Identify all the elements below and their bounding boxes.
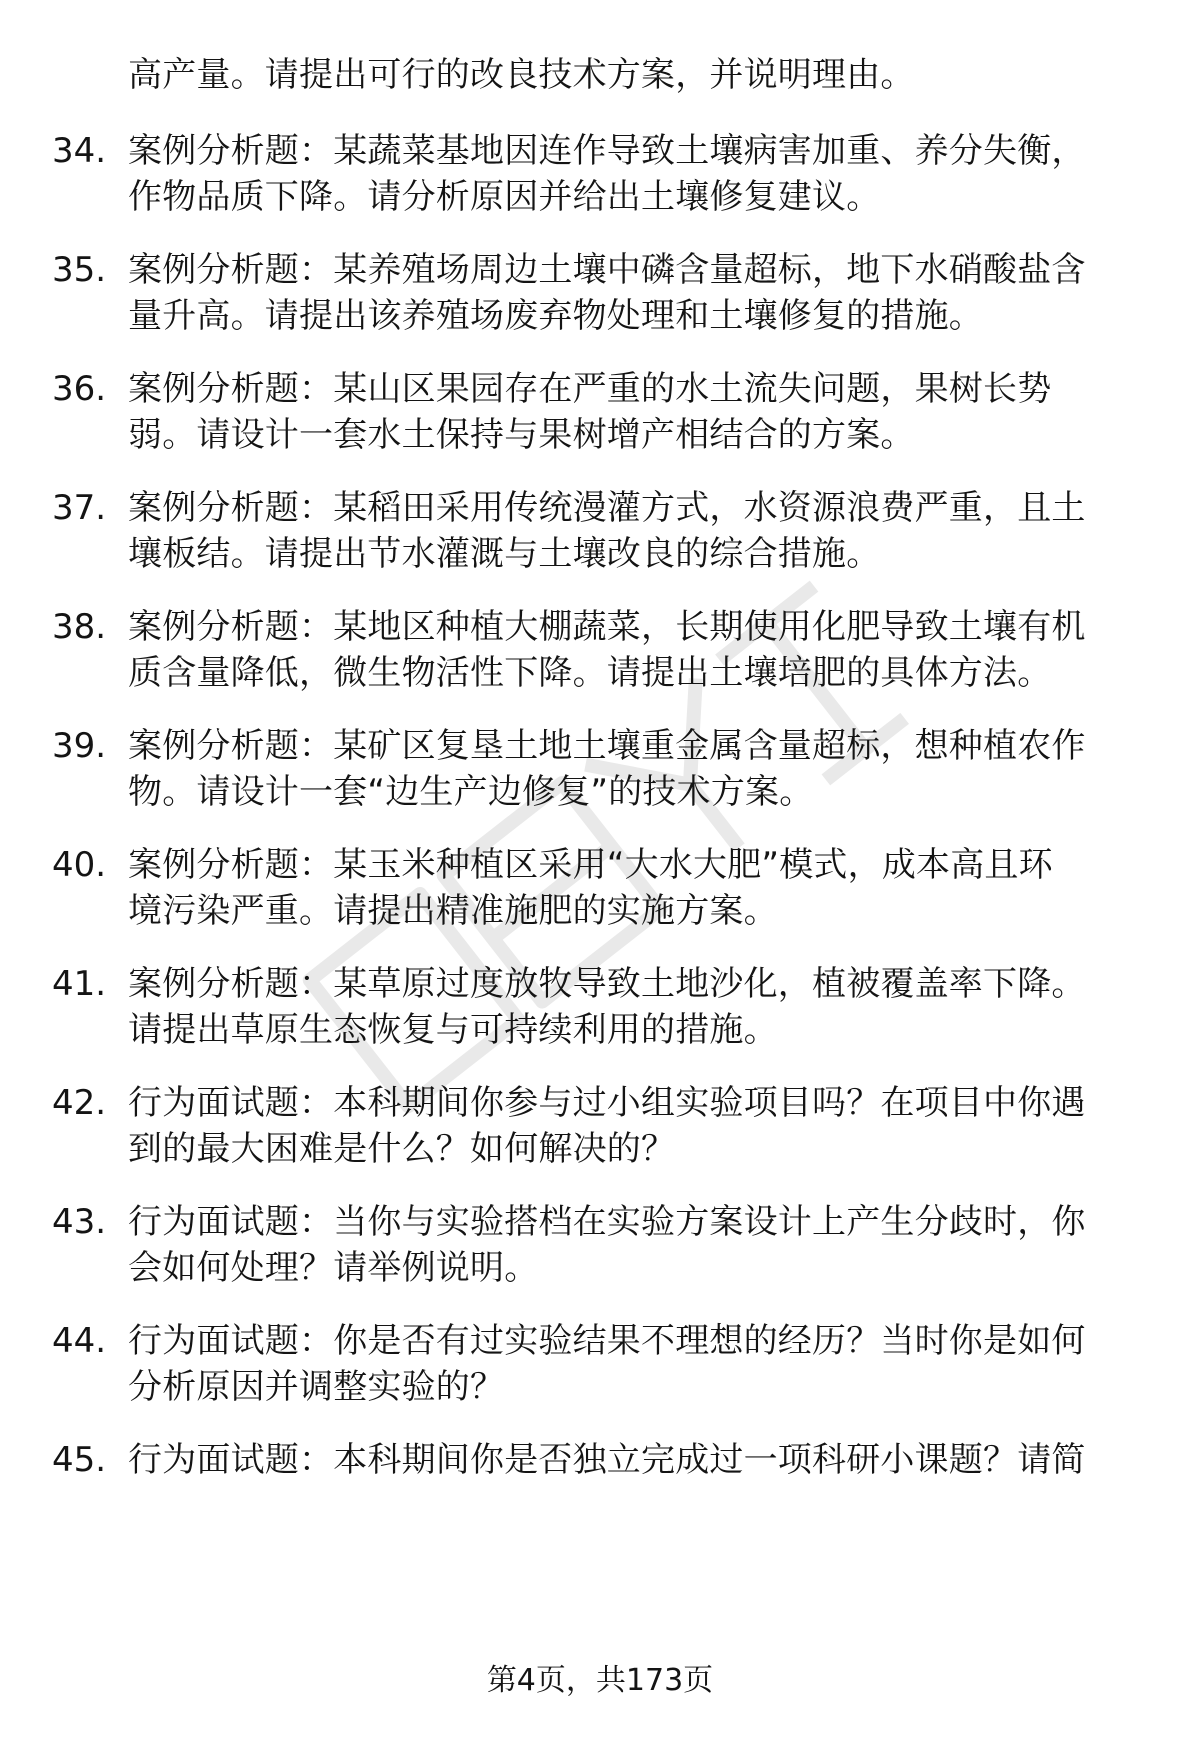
question-text-line: 行为面试题：当你与实验搭档在实验方案设计上产生分歧时，你 [128, 1202, 1086, 1242]
page-footer: 第4页，共173页 [486, 1663, 714, 1698]
question-text-line: 壤板结。请提出节水灌溉与土壤改良的综合措施。 [128, 534, 881, 574]
question-text-line: 质含量降低，微生物活性下降。请提出土壤培肥的具体方法。 [128, 653, 1052, 693]
question-text-line: 案例分析题：某山区果园存在严重的水土流失问题，果树长势 [128, 369, 1052, 409]
question-text-line: 案例分析题：某养殖场周边土壤中磷含量超标，地下水硝酸盐含 [128, 250, 1086, 290]
question-text-line: 境污染严重。请提出精准施肥的实施方案。 [128, 891, 778, 931]
question-text-line: 弱。请设计一套水土保持与果树增产相结合的方案。 [128, 415, 915, 455]
question-number: 43. [52, 1202, 107, 1242]
question-text-line: 案例分析题：某地区种植大棚蔬菜，长期使用化肥导致土壤有机 [128, 607, 1086, 647]
question-text-line: 案例分析题：某玉米种植区采用“大水大肥”模式，成本高且环 [128, 845, 1053, 885]
question-number: 34. [52, 131, 107, 171]
question-text-line: 案例分析题：某稻田采用传统漫灌方式，水资源浪费严重，且土 [128, 488, 1086, 528]
question-number: 40. [52, 845, 107, 885]
question-text-line: 案例分析题：某矿区复垦土地土壤重金属含量超标，想种植农作 [128, 726, 1086, 766]
continuation-line: 高产量。请提出可行的改良技术方案，并说明理由。 [128, 55, 915, 95]
question-text-line: 作物品质下降。请分析原因并给出土壤修复建议。 [128, 177, 881, 217]
question-number: 41. [52, 964, 107, 1004]
question-text-line: 案例分析题：某草原过度放牧导致土地沙化，植被覆盖率下降。 [128, 964, 1086, 1004]
question-text-line: 到的最大困难是什么？如何解决的？ [128, 1129, 676, 1169]
question-number: 35. [52, 250, 107, 290]
question-number: 39. [52, 726, 107, 766]
question-number: 44. [52, 1321, 107, 1361]
question-text-line: 会如何处理？请举例说明。 [128, 1248, 539, 1288]
question-number: 45. [52, 1440, 107, 1480]
question-text-line: 行为面试题：你是否有过实验结果不理想的经历？当时你是如何 [128, 1321, 1086, 1361]
question-text-line: 行为面试题：本科期间你是否独立完成过一项科研小课题？请简 [128, 1440, 1086, 1480]
question-number: 38. [52, 607, 107, 647]
question-text-line: 物。请设计一套“边生产边修复”的技术方案。 [128, 772, 814, 812]
question-text-line: 分析原因并调整实验的？ [128, 1367, 505, 1407]
question-number: 36. [52, 369, 107, 409]
question-text-line: 案例分析题：某蔬菜基地因连作导致土壤病害加重、养分失衡， [128, 131, 1086, 171]
question-number: 37. [52, 488, 107, 528]
question-text-line: 行为面试题：本科期间你参与过小组实验项目吗？在项目中你遇 [128, 1083, 1086, 1123]
question-text-line: 请提出草原生态恢复与可持续利用的措施。 [128, 1010, 778, 1050]
question-text-line: 量升高。请提出该养殖场废弃物处理和土壤修复的措施。 [128, 296, 983, 336]
question-number: 42. [52, 1083, 107, 1123]
